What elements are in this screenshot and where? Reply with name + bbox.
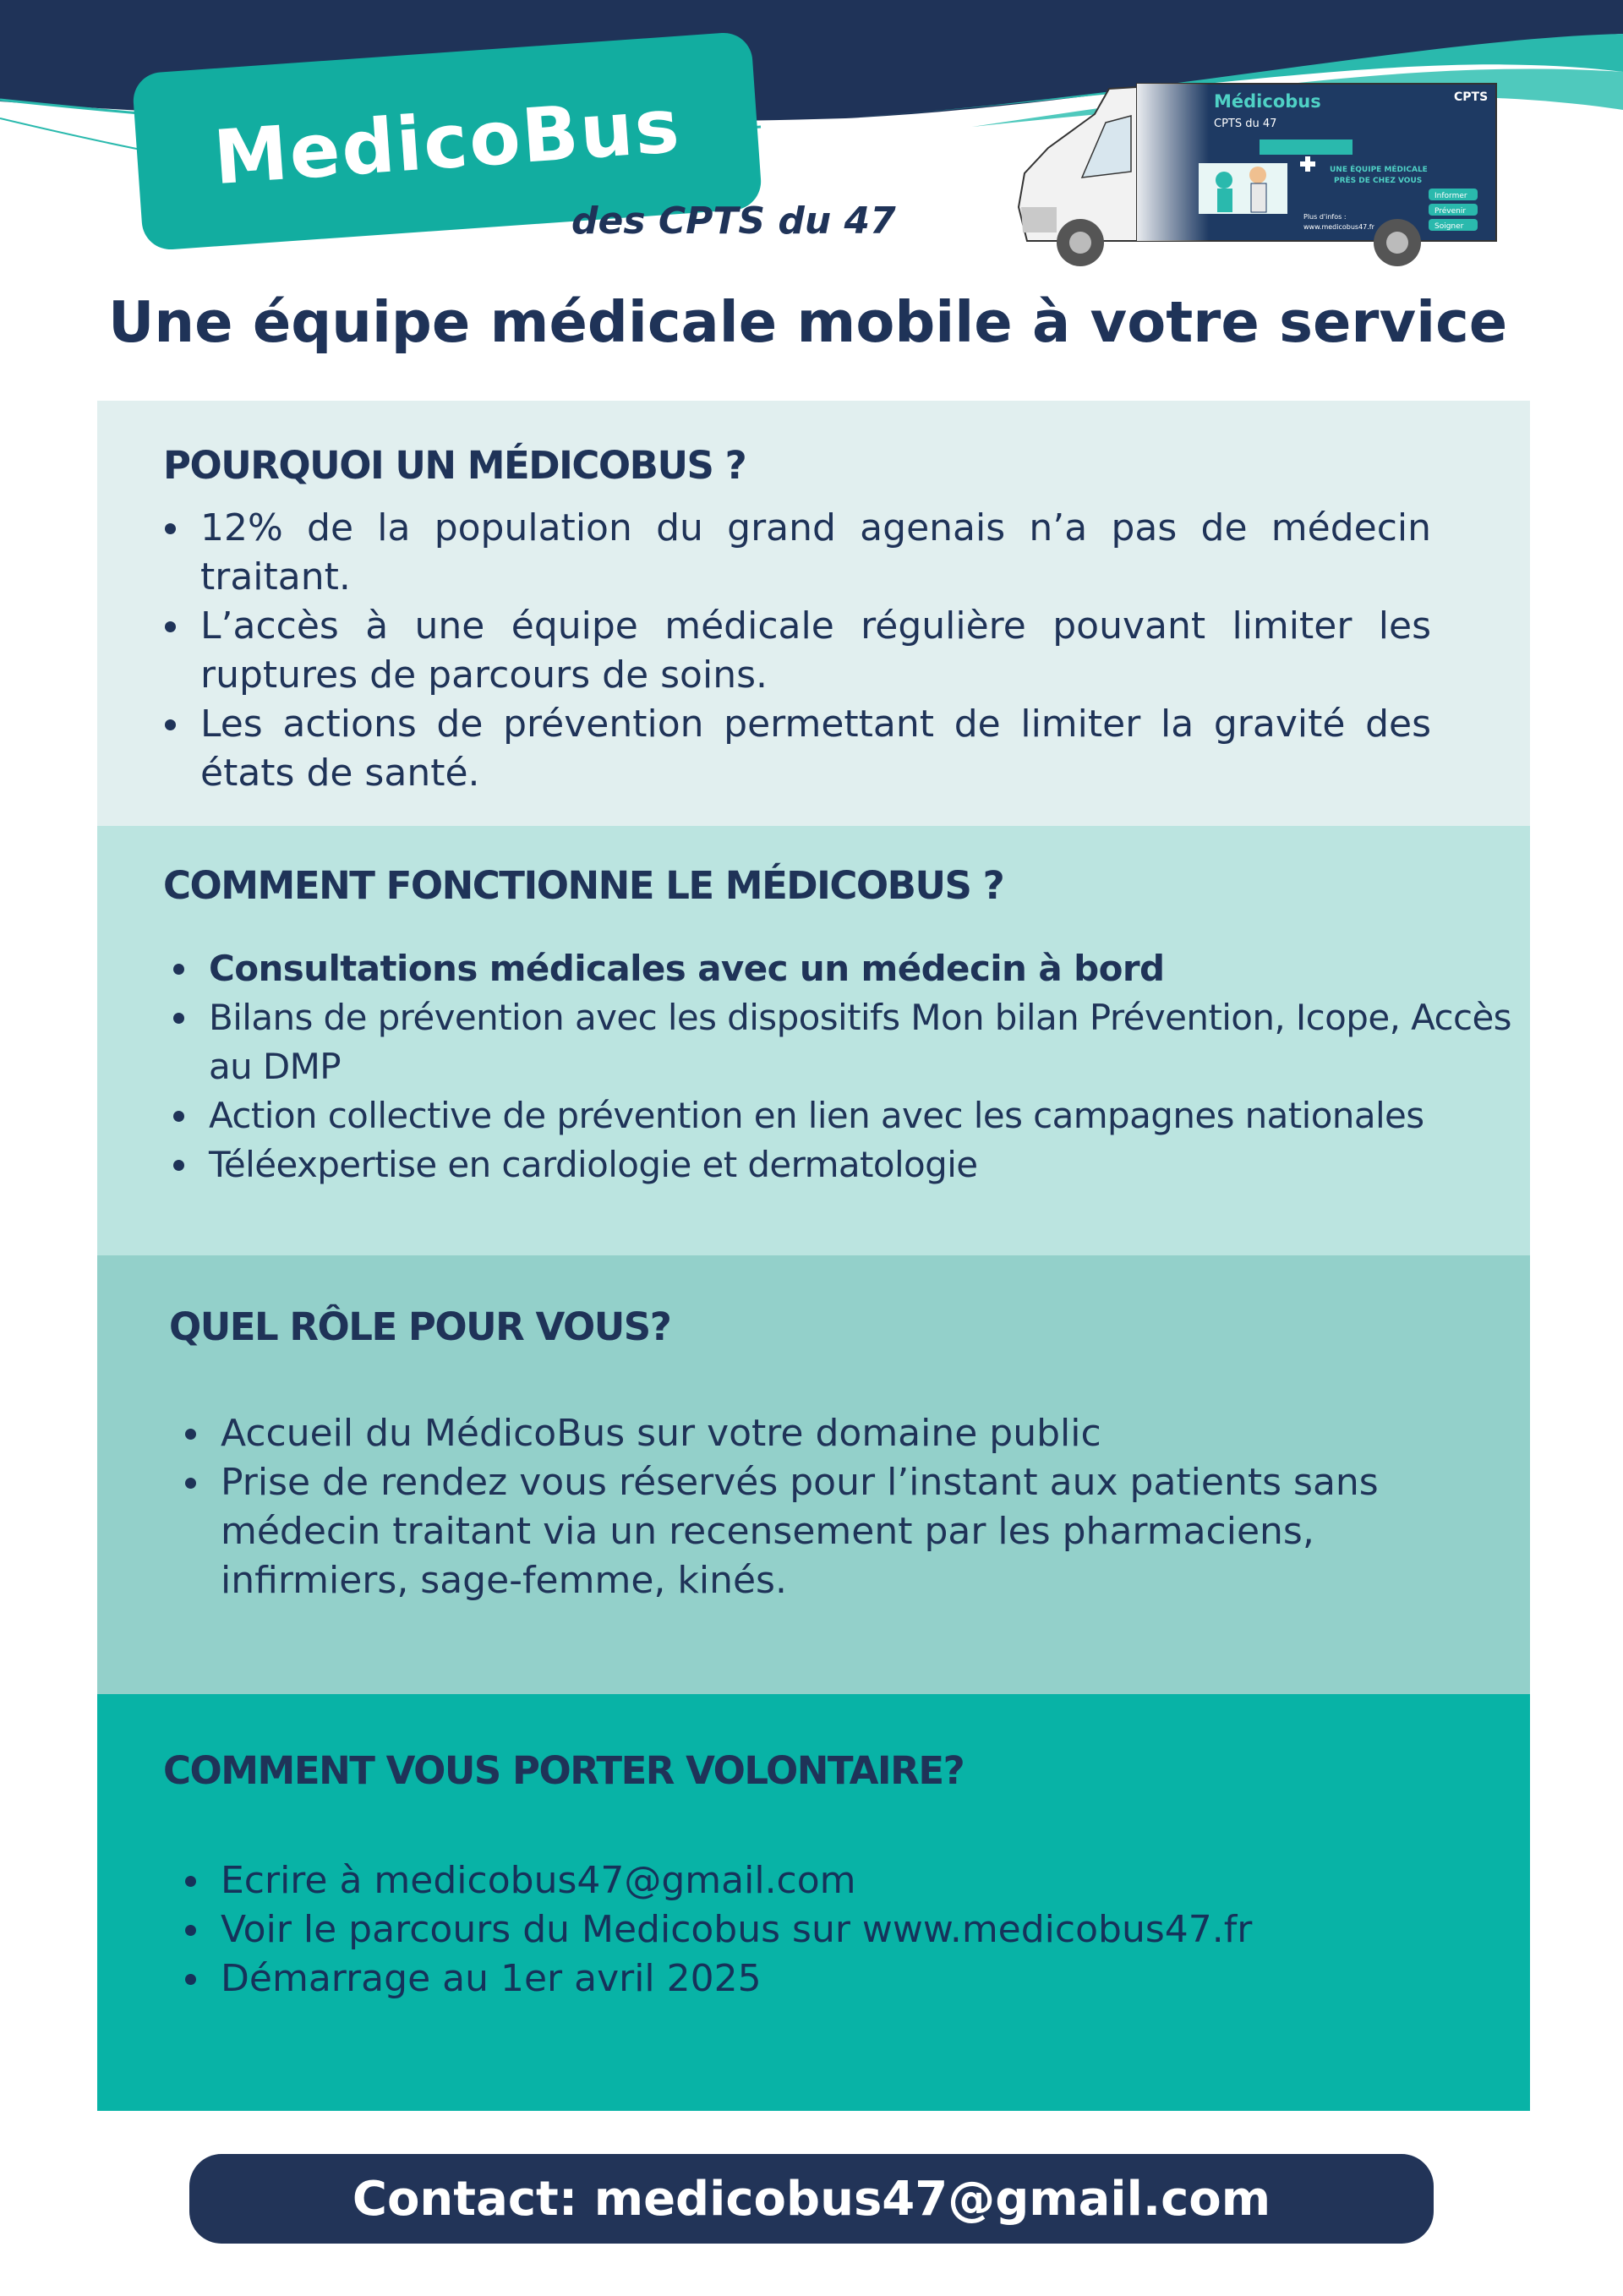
brand-title: MedicoBus (210, 81, 684, 201)
section-your-role (97, 1255, 1530, 1694)
list-item: Action collective de prévention en lien avec les campagnes nationales (172, 1091, 1533, 1140)
list-item: 12% de la population du grand agenais n’a pas de médecin traitant. (163, 504, 1431, 602)
page-headline: Une équipe médicale mobile à votre service (108, 289, 1508, 355)
section-title: COMMENT FONCTIONNE LE MÉDICOBUS ? (163, 863, 1004, 908)
bus-logo-text: CPTS (1454, 90, 1489, 104)
bus-slogan-line1: UNE ÉQUIPE MÉDICALE (1330, 166, 1428, 174)
section-volunteer (97, 1694, 1530, 2111)
list-item: Consultations médicales avec un médecin à bord (172, 944, 1533, 993)
list-item: Accueil du MédicoBus sur votre domaine public (183, 1409, 1434, 1458)
bus-tag-informer: Informer (1434, 192, 1467, 200)
section-how-it-works (97, 826, 1530, 1255)
bullet-list (163, 504, 1431, 798)
contact-email-text: Contact: medicobus47@gmail.com (352, 2171, 1271, 2227)
bullet-list (172, 944, 1533, 1189)
section-title: POURQUOI UN MÉDICOBUS ? (163, 443, 746, 488)
bullet-list (183, 1409, 1434, 1605)
contact-banner (189, 2154, 1434, 2244)
bullet-list (183, 1856, 1434, 2004)
list-item: Prise de rendez vous réservés pour l’instant aux patients sans médecin traitant via un recensement par les pharmaciens, infirmiers, sage-femme, kinés. (183, 1458, 1434, 1605)
section-why (97, 401, 1530, 826)
bus-title-text: Médicobus (1214, 91, 1321, 112)
bus-tag-soigner: Soigner (1434, 222, 1464, 231)
bus-subtitle-text: CPTS du 47 (1214, 118, 1277, 130)
list-item: Bilans de prévention avec les dispositifs Mon bilan Prévention, Icope, Accès au DMP (172, 993, 1533, 1091)
list-item: Téléexpertise en cardiologie et dermatologie (172, 1140, 1533, 1189)
list-item: L’accès à une équipe médicale régulière pouvant limiter les ruptures de parcours de soins. (163, 602, 1431, 700)
list-item: Ecrire à medicobus47@gmail.com (183, 1856, 1434, 1905)
list-item: Démarrage au 1er avril 2025 (183, 1954, 1434, 2004)
section-title: COMMENT VOUS PORTER VOLONTAIRE? (163, 1748, 965, 1793)
section-title: QUEL RÔLE POUR VOUS? (169, 1304, 671, 1349)
bus-slogan-line2: PRÈS DE CHEZ VOUS (1334, 177, 1423, 185)
bus-website-text: www.medicobus47.fr (1303, 223, 1374, 231)
medicobus-vehicle-illustration (1014, 80, 1500, 271)
list-item: Voir le parcours du Medicobus sur www.medicobus47.fr (183, 1905, 1434, 1954)
bus-tag-prevenir: Prévenir (1434, 207, 1467, 216)
list-item: Les actions de prévention permettant de limiter la gravité des états de santé. (163, 700, 1431, 798)
brand-subtitle: des CPTS du 47 (571, 200, 896, 243)
bus-info-text: Plus d'infos : (1303, 213, 1347, 221)
